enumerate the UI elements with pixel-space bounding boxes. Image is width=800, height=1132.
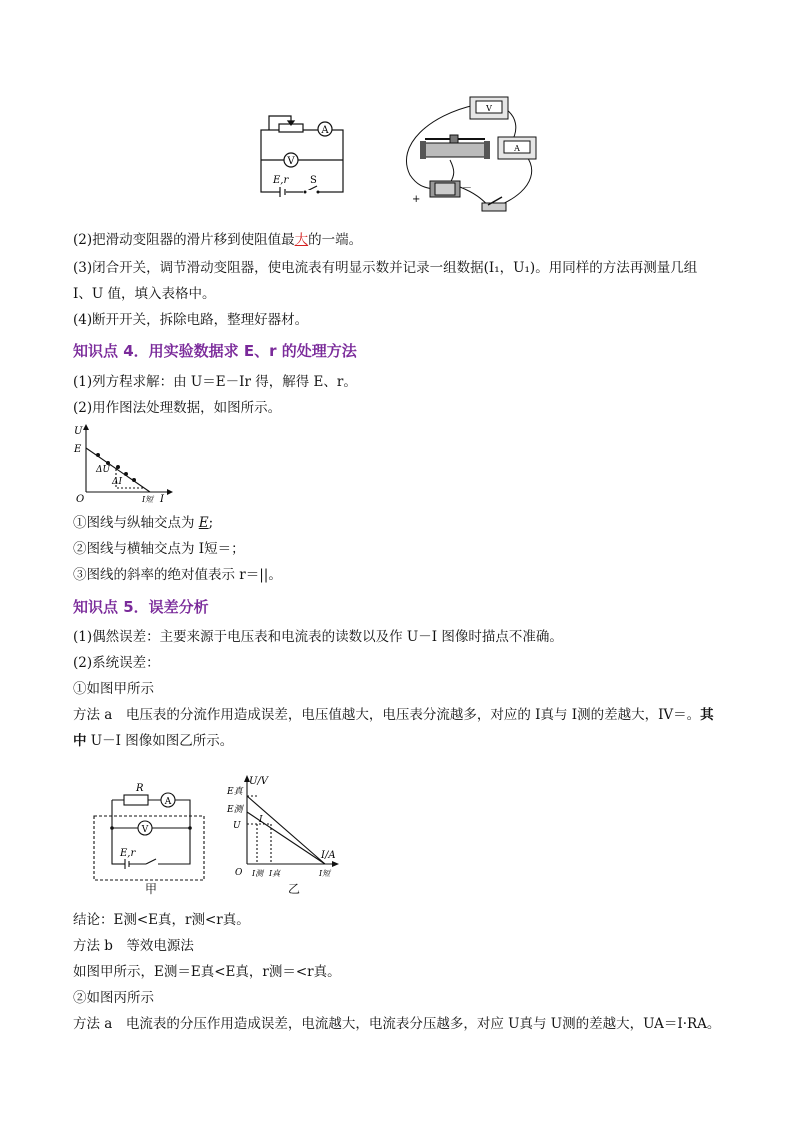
i-meas-label: I测	[252, 869, 264, 878]
origin-label: O	[76, 494, 85, 505]
ammeter-device	[498, 137, 536, 159]
step-4: (4)断开开关，拆除电路，整理好器材。	[73, 312, 309, 328]
y-axis-label: U/V	[249, 776, 269, 787]
kp4-conclusion-1: ①图线与纵轴交点为 E;	[73, 515, 214, 531]
e-meas-label: E测	[227, 805, 243, 815]
delta-u-label: ΔU	[96, 465, 111, 475]
kp5-conclusion: 结论：E测<E真，r测<r真。	[73, 912, 250, 928]
rheostat-device	[420, 135, 490, 159]
kp4-item2: (2)用作图法处理数据，如图所示。	[73, 400, 282, 416]
ui-graph	[72, 422, 182, 506]
svg-text:－: －	[462, 183, 472, 194]
i1-label: I	[259, 815, 263, 825]
voltmeter-label: V	[141, 825, 149, 835]
battery-device	[412, 181, 472, 205]
ui-graph-yi	[225, 772, 345, 890]
voltmeter-label: V	[287, 156, 295, 167]
kp5-item1: (1)偶然误差：主要来源于电压表和电流表的读数以及作 U－I 图像时描点不准确。	[73, 629, 563, 645]
equipment-illustration	[390, 95, 560, 215]
kp5-method-a-line1: 方法 a 电压表的分流作用造成误差，电压值越大，电压表分流越多，对应的 I真与 I测的差越大，IV＝。其	[73, 707, 714, 723]
switch-label: S	[310, 175, 317, 186]
kp4-conclusion-3: ③图线的斜率的绝对值表示 r＝||。	[73, 567, 282, 583]
ammeter-label: A	[164, 797, 172, 807]
circuit-diagram-top	[255, 110, 355, 200]
heading-kp4: 知识点 4．用实验数据求 E、r 的处理方法	[73, 342, 357, 360]
u-axis-label: U	[74, 426, 83, 437]
resistor-label: R	[136, 783, 144, 794]
isc-label: I短	[319, 869, 331, 878]
step-3-line2: I、U 值，填入表格中。	[73, 286, 216, 302]
origin-label: O	[235, 868, 243, 878]
isc-label: I短	[142, 495, 154, 504]
step-2: (2)把滑动变阻器的滑片移到使阻值最大的一端。	[73, 232, 363, 248]
caption-yi: 乙	[288, 882, 301, 896]
switch-device	[482, 197, 506, 211]
u-label: U	[233, 821, 241, 831]
kp5-item2: (2)系统误差：	[73, 655, 160, 671]
kp5-case-a: ①如图甲所示	[73, 681, 154, 697]
emf-label: E,r	[273, 175, 289, 186]
kp5-method-a2: 方法 a 电流表的分压作用造成误差，电流越大，电流表分压越多，对应 U真与 U测的差越大，UA＝I·RA。	[73, 1016, 721, 1032]
emf-label: E,r	[120, 848, 136, 859]
kp5-case-b: ②如图丙所示	[73, 990, 154, 1006]
step-3-line1: (3)闭合开关，调节滑动变阻器，使电流表有明显示数并记录一组数据(I₁，U₁)。用同样的方法再测量几组	[73, 260, 698, 276]
svg-text:V: V	[486, 104, 492, 113]
ammeter-label: A	[321, 125, 329, 136]
x-axis-label: I/A	[321, 850, 336, 861]
kp5-method-b: 方法 b 等效电源法	[73, 938, 194, 954]
e-true-label: E真	[227, 787, 243, 797]
kp4-item1: (1)列方程求解：由 U＝E－Ir 得，解得 E、r。	[73, 374, 357, 390]
kp5-method-a-line2: 中 U－I 图像如图乙所示。	[73, 733, 234, 749]
heading-kp5: 知识点 5．误差分析	[73, 598, 209, 616]
delta-i-label: ΔI	[112, 477, 123, 487]
kp4-conclusion-2: ②图线与横轴交点为 I短＝；	[73, 541, 245, 557]
caption-jia: 甲	[145, 882, 158, 896]
e-label: E	[74, 444, 82, 455]
voltmeter-device	[470, 97, 508, 119]
svg-text:A: A	[514, 144, 520, 153]
i-axis-label: I	[160, 494, 164, 505]
kp5-method-b-text: 如图甲所示，E测＝E真<E真，r测＝<r真。	[73, 964, 341, 980]
svg-text:+: +	[412, 194, 421, 205]
i-true-label: I真	[269, 869, 281, 878]
